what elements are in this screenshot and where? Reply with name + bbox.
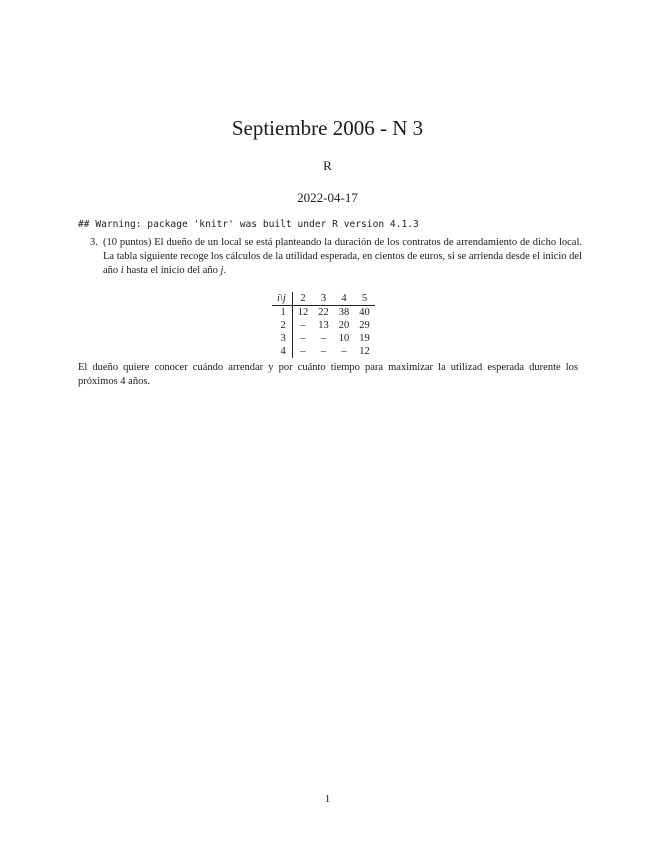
table-cell: – (320, 333, 327, 344)
table-column-header: 5 (354, 292, 375, 306)
knitr-warning: ## Warning: package 'knitr' was built under R version 4.1.3 (78, 219, 419, 230)
document-author: R (323, 158, 332, 173)
table-cell: 20 (338, 320, 350, 331)
variable-j: j (220, 265, 224, 276)
table-cell: – (341, 346, 347, 357)
problem-text-part: hasta el inicio del año (123, 265, 221, 276)
table-cell: – (320, 346, 327, 357)
table-row-label: 4 (272, 345, 292, 358)
table-column-header: 2 (292, 292, 313, 306)
table-cell: 19 (359, 333, 370, 344)
table-cell: – (300, 346, 306, 357)
table-cell: 38 (338, 307, 350, 318)
utility-table (272, 292, 375, 358)
table-cell: 12 (359, 346, 370, 357)
table-cell: 29 (359, 320, 370, 331)
document-date: 2022-04-17 (297, 190, 358, 205)
table-row (272, 319, 375, 332)
problem-text (103, 236, 582, 278)
table-cell: 40 (359, 307, 370, 318)
table-cell: 12 (297, 307, 309, 318)
table-row (272, 332, 375, 345)
page-number: 1 (324, 793, 331, 805)
table-column-header: 4 (334, 292, 355, 306)
table-row-label: 3 (272, 332, 292, 345)
table-row-label: 1 (272, 306, 292, 320)
problem-text-part: . (223, 265, 227, 276)
table-row-label: 2 (272, 319, 292, 332)
variable-i: i (120, 265, 124, 276)
closing-paragraph: El dueño quiere conocer cuándo arrendar y por cuánto tiempo para maximizar la utilizad esperada durente los próximos 4 años. (78, 362, 578, 387)
table-corner-label: i\j (272, 292, 292, 306)
table-header-row (272, 292, 375, 306)
table-column-header: 3 (313, 292, 334, 306)
table-cell: 22 (318, 307, 329, 318)
table-row (272, 306, 375, 320)
problem-statement (90, 236, 582, 278)
table-cell: – (300, 333, 306, 344)
table-cell: 10 (338, 333, 350, 344)
table-cell: – (300, 320, 306, 331)
problem-number: 3. (90, 237, 98, 248)
table-cell: 13 (318, 320, 329, 331)
document-title: Septiembre 2006 - N 3 (231, 116, 424, 140)
table-row (272, 345, 375, 358)
problem-text-part: (10 puntos) El dueño de un local se está planteando la duración de los contratos de arrendamiento de dicho local. La tabla siguiente recoge los cálculos de la utilidad esperada, en cientos de euros, si se arrienda desde el inicio del año (103, 237, 582, 276)
